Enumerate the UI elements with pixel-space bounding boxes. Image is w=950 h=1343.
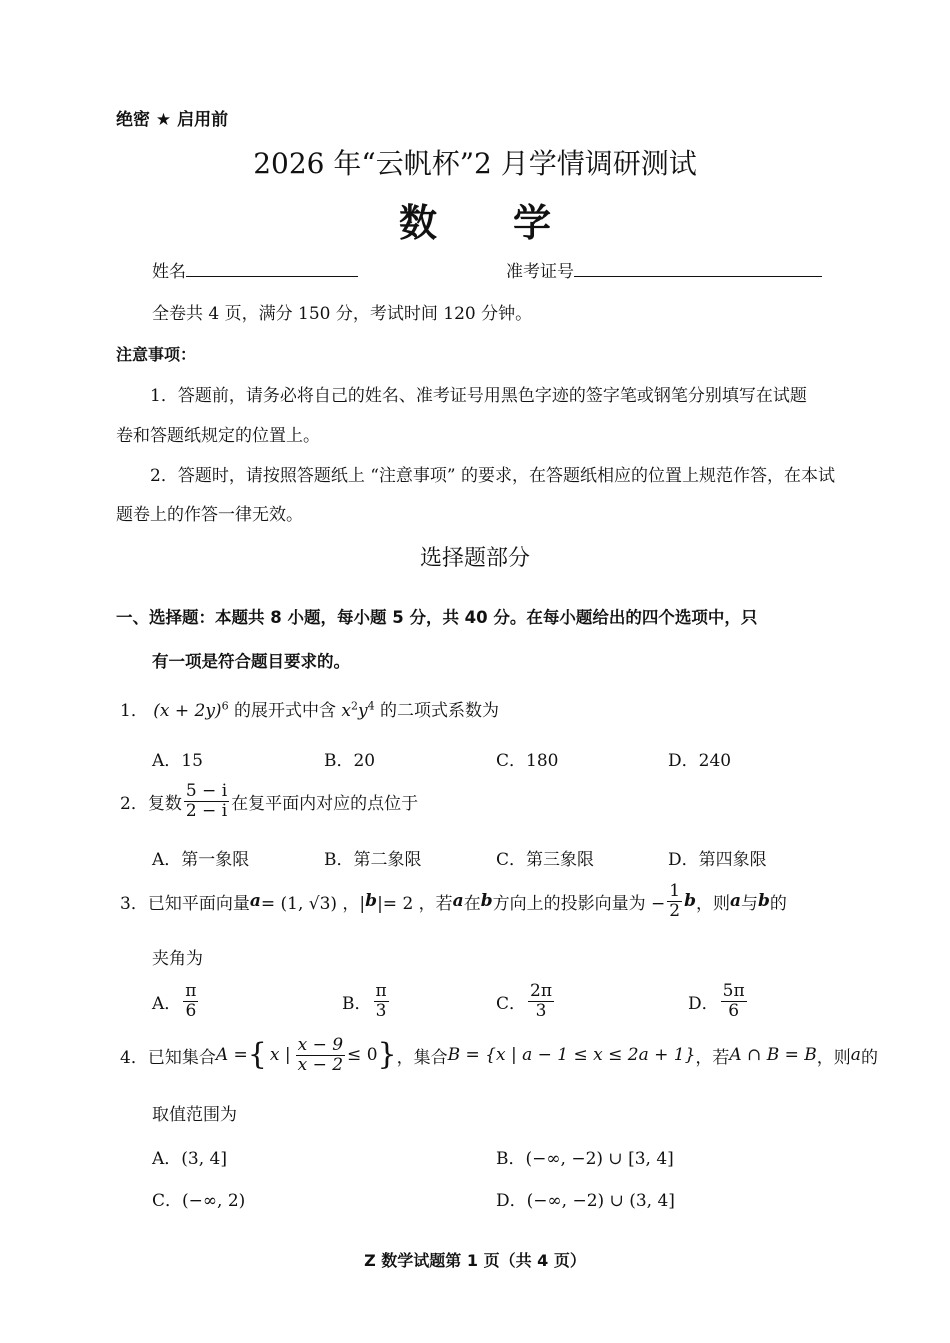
notice-item-2-line-1: 2．答题时，请按照答题纸上 “注意事项” 的要求，在答题纸相应的位置上规范作答，在本试: [150, 466, 836, 486]
q1-option-b: B．20: [324, 751, 376, 771]
q3-half-denominator: 2: [669, 900, 681, 921]
q4-fraction-denominator: x − 2: [297, 1054, 344, 1075]
q4-var-a: a: [850, 1045, 861, 1066]
q3-option-d-label: D．: [688, 993, 719, 1014]
q2-option-b: B．第二象限: [324, 850, 422, 870]
q1-option-a: A．15: [152, 751, 203, 771]
notice-item-1-line-1: 1．答题前，请务必将自己的姓名、准考证号用黑色字迹的签字笔或钢笔分别填写在试题: [150, 386, 807, 406]
q3-vector-b-4: b: [757, 891, 770, 912]
section-instruction-line-2: 有一项是符合题目要求的。: [152, 652, 350, 671]
id-label: 准考证号: [506, 262, 574, 282]
q3-option-d-num: 5π: [722, 981, 745, 1001]
q3-option-c-num: 2π: [530, 981, 553, 1001]
q4-set-var: x |: [269, 1045, 291, 1066]
id-blank: [574, 260, 822, 277]
subject-title: 数 学: [398, 201, 551, 245]
q3-option-b-fraction: [374, 982, 389, 1020]
q4-post-3: 的: [860, 1047, 878, 1068]
q3-text-h: 的: [769, 893, 787, 914]
q3-option-c: [496, 982, 556, 1020]
notice-item-2-line-2: 题卷上的作答一律无效。: [116, 505, 303, 525]
q4-prefix: 4．已知集合: [120, 1047, 216, 1068]
question-3-line-1: [120, 882, 787, 920]
q3-option-b: [342, 982, 391, 1020]
question-4-line-1: [120, 1036, 878, 1074]
exam-info: 全卷共 4 页，满分 150 分，考试时间 120 分钟。: [152, 304, 533, 324]
q4-option-a: A．(3, 4]: [152, 1149, 227, 1169]
id-field: [506, 257, 822, 282]
q3-option-b-den: 3: [375, 1000, 387, 1021]
q3-vector-b-2: b: [480, 891, 493, 912]
q4-mid: ，集合: [396, 1047, 448, 1068]
q3-option-c-label: C．: [496, 993, 527, 1014]
q2-option-d: D．第四象限: [668, 850, 767, 870]
q1-term-x: x: [341, 701, 351, 721]
q3-option-a-fraction: [183, 982, 198, 1020]
question-2-number: 2．复数: [120, 793, 182, 814]
q4-fraction-numerator: x − 9: [297, 1035, 344, 1055]
q2-fraction-numerator: 5 − i: [185, 781, 228, 801]
q2-fraction: [184, 782, 229, 820]
question-2: [120, 782, 418, 820]
q3-text-e: 方向上的投影向量为 −: [492, 893, 666, 914]
q4-option-d: D．(−∞, −2) ∪ (3, 4]: [496, 1191, 675, 1211]
name-blank: [186, 260, 358, 277]
confidential-mark: 绝密 ★ 启用前: [116, 110, 229, 130]
q3-option-d: [688, 982, 749, 1020]
q3-option-b-num: π: [375, 981, 387, 1001]
name-label: 姓名: [152, 262, 186, 282]
q4-set-a: A =: [215, 1045, 248, 1066]
q4-le-zero: ≤ 0: [347, 1045, 378, 1066]
exam-title: 2026 年“云帆杯”2 月学情调研测试: [253, 147, 697, 180]
q1-expression: (x + 2y): [153, 701, 222, 721]
q3-text-d: 在: [463, 893, 481, 914]
q3-option-a-den: 6: [185, 1000, 197, 1021]
section-instruction-line-1: 一、选择题：本题共 8 小题，每小题 5 分，共 40 分。在每小题给出的四个选项中，只: [116, 608, 758, 627]
q4-right-brace: }: [377, 1037, 397, 1073]
question-1-number: 1．: [120, 701, 148, 721]
q1-text-1: 的展开式中含: [228, 701, 342, 721]
name-field: [152, 257, 358, 282]
notice-heading: 注意事项：: [116, 345, 197, 364]
q3-option-c-den: 3: [535, 1000, 547, 1021]
q3-vector-a-3: a: [729, 891, 741, 912]
q3-text-g: 与: [740, 893, 758, 914]
q3-vector-a-2: a: [452, 891, 464, 912]
q4-condition: A ∩ B = B: [729, 1045, 817, 1066]
q1-term-y: y: [357, 701, 368, 721]
q3-option-a: [152, 982, 200, 1020]
q3-vector-b: b: [365, 891, 378, 912]
q1-text-2: 的二项式系数为: [374, 701, 499, 721]
q3-half-numerator: 1: [669, 881, 681, 901]
question-1: [120, 696, 499, 721]
q2-option-a: A．第一象限: [152, 850, 250, 870]
q1-option-d: D．240: [668, 751, 732, 771]
q2-text: 在复平面内对应的点位于: [231, 793, 419, 814]
q1-term-y-exp: 4: [367, 699, 375, 713]
q3-option-d-den: 6: [728, 1000, 740, 1021]
q1-term-x-exp: 2: [350, 699, 358, 713]
q4-option-c: C．(−∞, 2): [152, 1191, 246, 1211]
q3-option-c-fraction: [528, 982, 554, 1020]
q2-fraction-denominator: 2 − i: [185, 800, 228, 821]
q3-text-c: |= 2 ，若: [377, 893, 453, 914]
q1-exponent: 6: [221, 699, 229, 713]
question-4-line-2: 取值范围为: [152, 1105, 237, 1125]
q2-option-c: C．第三象限: [496, 850, 595, 870]
q4-post-2: ，则: [816, 1047, 851, 1068]
q3-text-b: = (1, √3) ，|: [260, 893, 366, 914]
q3-option-a-num: π: [185, 981, 197, 1001]
q3-option-a-label: A．: [152, 993, 182, 1014]
q3-half-fraction: [667, 882, 682, 920]
notice-item-1-line-2: 卷和答题纸规定的位置上。: [116, 426, 320, 446]
question-3-line-2: 夹角为: [152, 949, 203, 969]
q4-left-brace: {: [247, 1037, 267, 1073]
q3-vector-a: a: [249, 891, 261, 912]
q4-post: ，若: [695, 1047, 730, 1068]
section-title: 选择题部分: [419, 546, 530, 571]
q3-text-a: 3．已知平面向量: [120, 893, 250, 914]
q1-option-c: C．180: [496, 751, 559, 771]
page-footer: Z 数学试题第 1 页（共 4 页）: [364, 1251, 586, 1270]
q3-text-f: ，则: [695, 893, 730, 914]
q3-option-d-fraction: [721, 982, 747, 1020]
q4-fraction: [296, 1036, 345, 1074]
q4-set-b: B = {x | a − 1 ≤ x ≤ 2a + 1}: [447, 1045, 696, 1066]
q3-vector-b-3: b: [684, 891, 696, 912]
q3-option-b-label: B．: [342, 993, 372, 1014]
q4-option-b: B．(−∞, −2) ∪ [3, 4]: [496, 1149, 674, 1169]
